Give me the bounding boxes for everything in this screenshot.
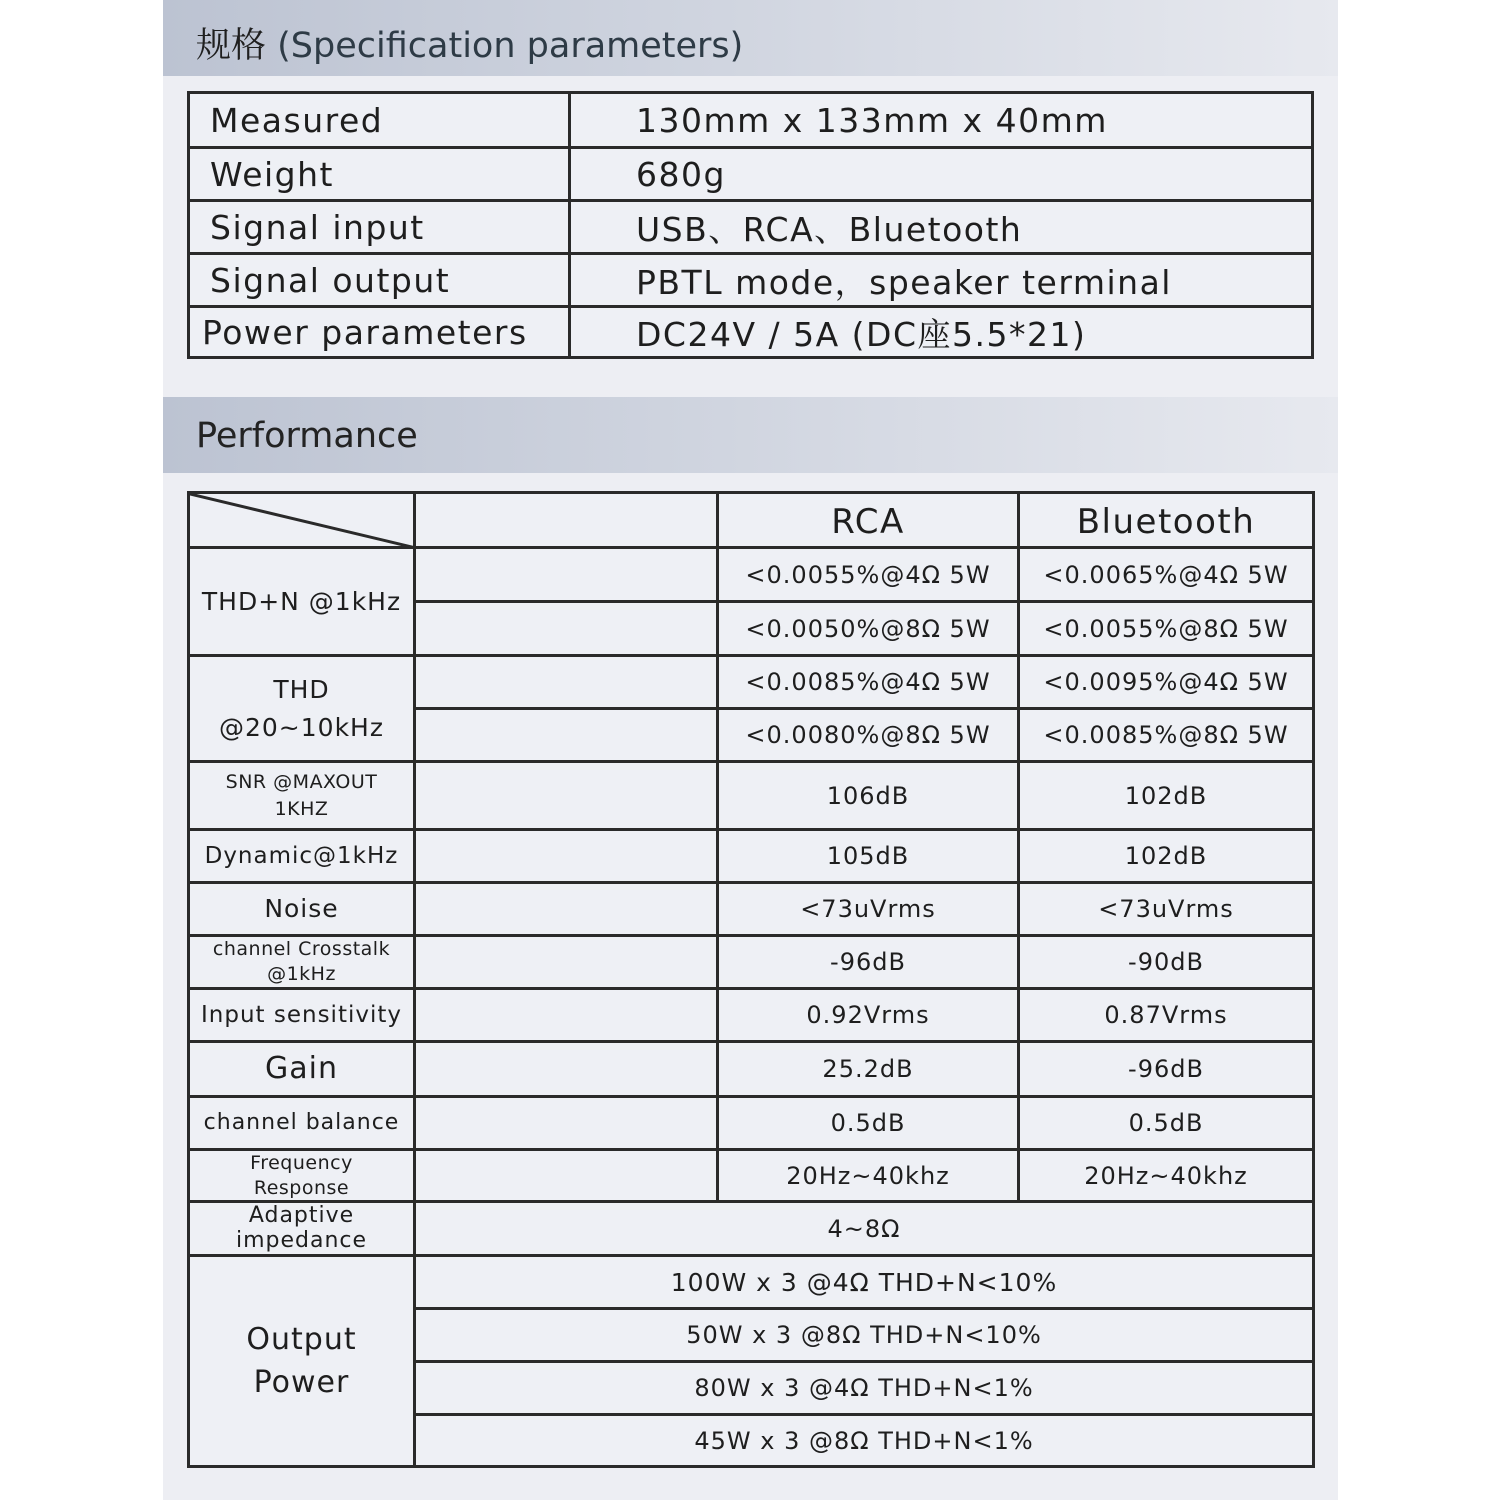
spec-value-measured: 130mm x 133mm x 40mm bbox=[636, 100, 1108, 140]
spec-value-signal-input: USB、RCA、Bluetooth bbox=[636, 209, 1023, 249]
balance-rca: 0.5dB bbox=[830, 1109, 906, 1137]
spec-value-power: DC24V / 5A (DC座5.5*21) bbox=[636, 314, 1087, 354]
sensitivity-bt: 0.87Vrms bbox=[1104, 1001, 1228, 1029]
spec-label-power: Power parameters bbox=[202, 312, 528, 352]
output-power-2: 50W x 3 @8Ω THD+N<10% bbox=[686, 1321, 1042, 1349]
column-header-bluetooth: Bluetooth bbox=[1076, 502, 1256, 542]
row-label-frequency-response: Frequency Response bbox=[250, 1151, 353, 1199]
snr-bt: 102dB bbox=[1124, 781, 1208, 810]
spec-label-weight: Weight bbox=[210, 154, 334, 194]
row-label-channel-balance: channel balance bbox=[203, 1110, 400, 1136]
row-label-thd: THD @20~10kHz bbox=[219, 675, 384, 742]
row-label-adaptive-impedance: Adaptive impedance bbox=[235, 1203, 368, 1253]
thdn-bt-8ohm: <0.0055%@8Ω 5W bbox=[1043, 614, 1289, 643]
thd-bt-8ohm: <0.0085%@8Ω 5W bbox=[1043, 721, 1289, 749]
frequency-bt: 20Hz~40khz bbox=[1084, 1161, 1248, 1190]
row-label-crosstalk: channel Crosstalk @1kHz bbox=[212, 938, 391, 985]
row-label-snr: SNR @MAXOUT 1KHZ bbox=[225, 770, 378, 820]
spec-label-measured: Measured bbox=[210, 100, 384, 140]
thd-rca-8ohm: <0.0080%@8Ω 5W bbox=[745, 721, 991, 749]
gain-rca: 25.2dB bbox=[822, 1055, 914, 1083]
performance-title: Performance bbox=[196, 416, 418, 456]
spec-table bbox=[187, 91, 1314, 359]
spec-label-signal-output: Signal output bbox=[210, 260, 451, 300]
output-power-3: 80W x 3 @4Ω THD+N<1% bbox=[694, 1374, 1034, 1402]
column-header-rca: RCA bbox=[831, 502, 905, 542]
spec-label-signal-input: Signal input bbox=[210, 207, 425, 247]
thdn-rca-4ohm: <0.0055%@4Ω 5W bbox=[745, 560, 991, 589]
thdn-bt-4ohm: <0.0065%@4Ω 5W bbox=[1043, 560, 1289, 589]
diagonal-divider bbox=[190, 494, 416, 548]
noise-rca: <73uVrms bbox=[800, 895, 936, 923]
noise-bt: <73uVrms bbox=[1098, 895, 1234, 923]
spec-sheet bbox=[163, 0, 1338, 1500]
output-power-1: 100W x 3 @4Ω THD+N<10% bbox=[670, 1267, 1058, 1297]
sensitivity-rca: 0.92Vrms bbox=[806, 1001, 930, 1029]
crosstalk-rca: -96dB bbox=[830, 948, 906, 976]
row-label-noise: Noise bbox=[264, 893, 339, 923]
spec-header-band bbox=[163, 0, 1338, 76]
spec-value-signal-output: PBTL mode，speaker terminal bbox=[636, 262, 1172, 302]
thd-bt-4ohm: <0.0095%@4Ω 5W bbox=[1043, 668, 1289, 696]
dynamic-bt: 102dB bbox=[1124, 842, 1208, 870]
performance-table bbox=[187, 491, 1315, 1468]
output-power-4: 45W x 3 @8Ω THD+N<1% bbox=[694, 1426, 1034, 1455]
spec-title-cn: 规格 bbox=[196, 26, 267, 66]
gain-bt: -96dB bbox=[1128, 1055, 1204, 1083]
row-label-output-power: Output Power bbox=[246, 1321, 357, 1400]
thd-rca-4ohm: <0.0085%@4Ω 5W bbox=[745, 668, 991, 696]
row-label-input-sensitivity: Input sensitivity bbox=[201, 1001, 402, 1028]
spec-title bbox=[196, 18, 743, 68]
thdn-rca-8ohm: <0.0050%@8Ω 5W bbox=[745, 614, 991, 643]
dynamic-rca: 105dB bbox=[826, 842, 910, 870]
row-label-thdn: THD+N @1kHz bbox=[201, 586, 402, 616]
spec-value-weight: 680g bbox=[636, 154, 726, 194]
crosstalk-bt: -90dB bbox=[1128, 948, 1204, 976]
row-label-dynamic: Dynamic@1kHz bbox=[204, 842, 399, 869]
performance-header-band bbox=[163, 397, 1338, 473]
row-label-gain: Gain bbox=[265, 1050, 338, 1086]
snr-rca: 106dB bbox=[826, 781, 910, 810]
spec-title-en: (Specification parameters) bbox=[277, 26, 744, 66]
impedance-value: 4~8Ω bbox=[827, 1214, 901, 1243]
balance-bt: 0.5dB bbox=[1128, 1109, 1204, 1137]
frequency-rca: 20Hz~40khz bbox=[786, 1161, 950, 1190]
